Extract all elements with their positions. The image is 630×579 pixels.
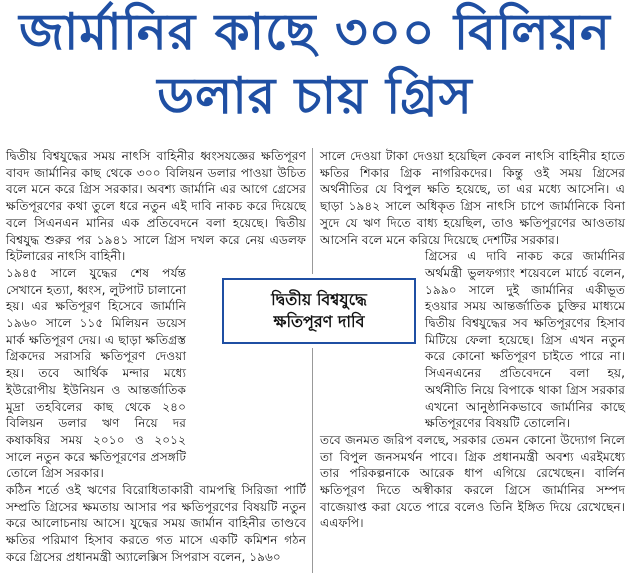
pull-quote-line-1: দ্বিতীয় বিশ্বযুদ্ধে: [271, 290, 367, 309]
article-paragraph: গ্রিসের এ দাবি নাকচ করে জার্মানির অর্থমন্ত্রী ভুলফগ্যাং শয়েবলে মার্চে বলেন, ১৯৯০ সালে দুই জার্মানির একীভূত হওয়ার সময় আন্তর্জাতিক চুক্তির মাধ্যমে দ্বিতীয় বিশ্বযুদ্ধের সব ক্ষতিপূরণের হিসাব মিটিয়ে ফেলা হয়েছে। গ্রিস এখন নতুন করে কোনো ক্ষতিপূরণ চাইতে পারে না। সিএনএনের প্রতিবেদনে বলা হয়, অর্থনীতি নিয়ে বিপাকে থাকা গ্রিস সরকার এখনো আনুষ্ঠানিকভাবে জার্মানির কাছে ক্ষতিপূরণের বিষয়টি তোলেনি।: [425, 249, 625, 431]
pull-quote-box: [222, 278, 416, 344]
headline-line-1: জার্মানির কাছে ৩০০ বিলিয়ন: [19, 3, 611, 61]
article-paragraph: দ্বিতীয় বিশ্বযুদ্ধের সময় নাৎসি বাহিনীর ধ্বংসযজ্ঞের ক্ষতিপূরণ বাবদ জার্মানির কাছ থেকে ৩০০ বিলিয়ন ডলার পাওয়া উচিত বলে মনে করে গ্রিস সরকার। অবশ্য জার্মানি এর আগে গ্রেসের ক্ষতিপূরণের কথা তুলে ধরে নতুন এই দাবি নাকচ করে দিয়েছে বলে সিএনএন মানির এক প্রতিবেদনে বলা হয়েছে। দ্বিতীয় বিশ্বযুদ্ধ শুরুর পর ১৯৪১ সালে গ্রিস দখল করে নেয় এডলফ হিটলারের নাৎসি বাহিনী।: [6, 149, 306, 264]
pull-quote-line-2: ক্ষতিপূরণ দাবি: [273, 312, 365, 331]
article-column-left: [6, 148, 306, 566]
headline-line-2: ডলার চায় গ্রিস: [157, 67, 473, 125]
column-divider: [312, 148, 313, 573]
article-paragraph: সালে দেওয়া টাকা দেওয়া হয়েছিল কেবল নাৎসি বাহিনীর হাতে ক্ষতির শিকার গ্রিক নাগরিকদের। কিন্তু ওই সময় গ্রিসের অর্থনীতির যে বিপুল ক্ষতি হয়েছে, তা এর মধ্যে আসেনি। এ ছাড়া ১৯৪২ সালে অধিকৃত গ্রিস নাৎসি চাপে জার্মানিকে বিনা সুদে যে ঋণ দিতে বাধ্য হয়েছিল, তাও ক্ষতিপূরণের আওতায় আসেনি বলে মনে করিয়ে দিয়েছে দেশটির সরকার।: [320, 149, 625, 247]
article-paragraph: তবে জনমত জরিপ বলছে, সরকার তেমন কোনো উদ্যোগ নিলে তা বিপুল জনসমর্থন পাবে। গ্রিক প্রধানমন্ত্রী অবশ্য এরইমধ্যে তার পরিকল্পনাকে আরেক ধাপ এগিয়ে রেখেছেন। বার্লিন ক্ষতিপূরণ দিতে অস্বীকার করলে গ্রিসে জার্মানির সম্পদ বাজেয়াপ্ত করা যেতে পারে বলেও তিনি ইঙ্গিত দিয়ে রেখেছেন। এএফপি।: [320, 432, 625, 531]
article-paragraph: কঠিন শর্তে ওই ঋণের বিরোধিতাকারী বামপন্থি সিরিজা পার্টি সম্প্রতি গ্রিসের ক্ষমতায় আসার পর ক্ষতিপূরণের বিষয়টি নতুন করে আলোচনায় আসে। যুদ্ধের সময় জার্মান বাহিনীর তাণ্ডবে ক্ষতির পরিমাণ হিসাব করতে গত মাসে একটি কমিশন গঠন করে গ্রিসের প্রধানমন্ত্রী অ্যালেক্সিস সিপরাস বলেন, ১৯৬০: [6, 483, 306, 564]
article-paragraph: ১৯৪৫ সালে যুদ্ধের শেষ পর্যন্ত সেখানে হত্যা, ধ্বংস, লুটপাট চালানো হয়। এর ক্ষতিপূরণ হিসেবে জার্মানি ১৯৬০ সালে ১১৫ মিলিয়ন ডয়েস মার্ক ক্ষতিপূরণ দেয়। এ ছাড়া ক্ষতিগ্রস্ত গ্রিকদের সরাসরি ক্ষতিপূরণ দেওয়া হয়। তবে আর্থিক মন্দার মধ্যে ইউরোপীয় ইউনিয়ন ও আন্তর্জাতিক মুদ্রা তহবিলের কাছ থেকে ২৪০ বিলিয়ন ডলার ঋণ নিয়ে দর কষাকষির সময় ২০১০ ও ২০১২ সালে নতুন করে ক্ষতিপূরণের প্রসঙ্গটি তোলে গ্রিস সরকার।: [6, 265, 186, 481]
